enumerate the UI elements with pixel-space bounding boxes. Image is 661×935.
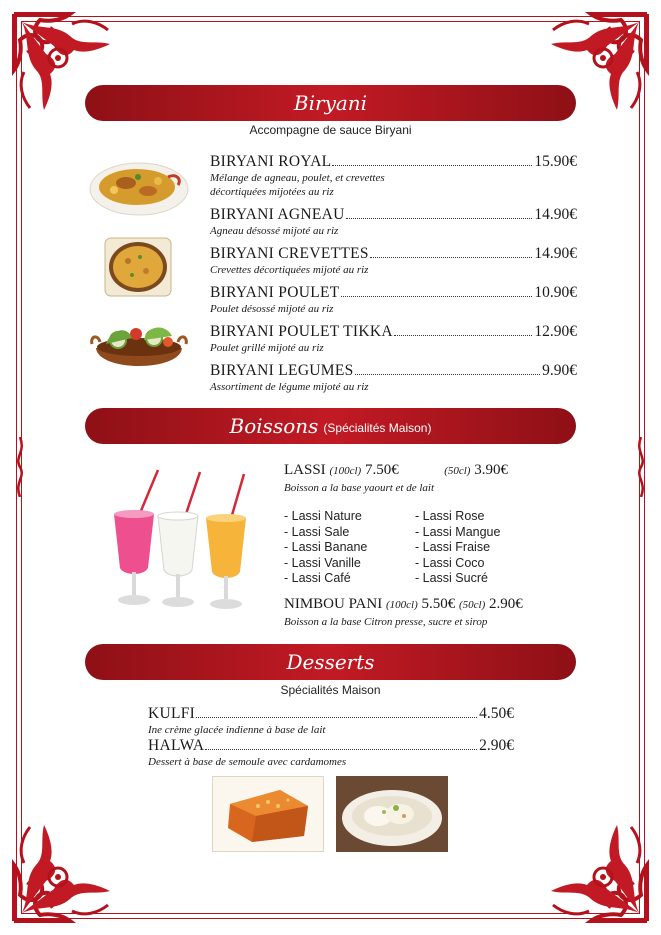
item-description: Dessert à base de semoule avec cardamomes: [148, 756, 347, 768]
item-name: NIMBOU PANI: [284, 596, 383, 612]
item-price: 15.90€: [534, 153, 577, 170]
section-banner-biryani: [85, 85, 576, 121]
item-description: décortiquées mijotées au riz: [210, 186, 334, 198]
biryani-bowl-image: [104, 237, 172, 297]
section-title: Desserts: [286, 650, 375, 674]
item-name: LASSI: [284, 462, 326, 478]
ornament-corner-icon: [10, 807, 128, 925]
kulfi-bowl-image: [336, 776, 448, 852]
menu-item: [210, 153, 577, 199]
item-description: Poulet grillé mijoté au riz: [210, 342, 324, 354]
ornament-side-icon: [635, 437, 647, 497]
volume-label: (50cl): [444, 465, 471, 477]
lassi-flavors-left: [284, 509, 367, 587]
item-name: KULFI: [148, 705, 196, 722]
section-subtitle: (Spécialités Maison): [323, 421, 432, 435]
dot-leader: [394, 335, 533, 336]
item-price: 3.90€: [474, 462, 508, 478]
item-description: Crevettes décortiquées mijoté au riz: [210, 264, 369, 276]
dot-leader: [341, 296, 533, 297]
dot-leader: [332, 165, 532, 166]
flavor-item: - Lassi Fraise: [415, 540, 491, 554]
flavor-item: - Lassi Coco: [415, 555, 485, 570]
section-banner-desserts: [85, 644, 576, 680]
flavor-item: - Lassi Sale: [284, 524, 350, 539]
menu-item: [210, 362, 577, 394]
item-price: 2.90€: [479, 737, 514, 754]
item-name: HALWA: [148, 737, 205, 754]
nimbou-header: [284, 596, 523, 613]
salad-bowl-image: [88, 314, 190, 378]
dot-leader: [205, 749, 477, 750]
item-name: BIRYANI LEGUMES: [210, 362, 354, 379]
item-description: Boisson a la base Citron presse, sucre et sirop: [284, 616, 488, 628]
menu-item: [210, 206, 577, 238]
dot-leader: [370, 257, 533, 258]
halwa-cake-image: [212, 776, 324, 852]
volume-label: (100cl): [329, 465, 362, 477]
ornament-side-icon: [14, 437, 26, 497]
flavor-item: - Lassi Mangue: [415, 524, 501, 539]
ornament-corner-icon: [533, 807, 651, 925]
item-price: 4.50€: [479, 705, 514, 722]
section-banner-boissons: [85, 408, 576, 444]
item-description: Poulet désossé mijoté au riz: [210, 303, 334, 315]
item-price: 12.90€: [534, 323, 577, 340]
dot-leader: [346, 218, 533, 219]
item-name: BIRYANI ROYAL: [210, 153, 332, 170]
item-price: 2.90€: [489, 596, 523, 612]
menu-item: [210, 284, 577, 316]
item-description: Agneau désossé mijoté au riz: [210, 225, 339, 237]
biryani-plate-image: [88, 155, 190, 217]
menu-item: [148, 705, 514, 737]
item-price: 7.50€: [364, 462, 399, 478]
section-title: Boissons: [229, 414, 319, 438]
item-name: BIRYANI AGNEAU: [210, 206, 345, 223]
flavor-item: - Lassi Nature: [284, 509, 362, 523]
menu-item: [210, 245, 577, 277]
lassi-header: [284, 462, 508, 479]
item-description: Ine crème glacée indienne à base de lait: [148, 724, 326, 736]
section-subtitle: Spécialités Maison: [280, 683, 381, 697]
item-description: Assortiment de légume mijoté au riz: [210, 381, 369, 393]
dot-leader: [196, 717, 477, 718]
item-name: BIRYANI CREVETTES: [210, 245, 369, 262]
flavor-item: - Lassi Rose: [415, 509, 485, 523]
item-price: 14.90€: [534, 206, 577, 223]
lassi-glasses-image: [106, 468, 276, 614]
item-name: BIRYANI POULET: [210, 284, 340, 301]
dot-leader: [355, 374, 541, 375]
lassi-flavors-right: [415, 509, 500, 587]
item-price: 9.90€: [542, 362, 577, 379]
item-price: 14.90€: [534, 245, 577, 262]
section-subtitle: Accompagne de sauce Biryani: [249, 123, 412, 137]
volume-label: (100cl): [385, 599, 418, 611]
item-name: BIRYANI POULET TIKKA: [210, 323, 393, 340]
section-title: Biryani: [293, 91, 368, 115]
menu-item: [210, 323, 577, 355]
flavor-item: - Lassi Vanille: [284, 555, 361, 570]
item-description: Boisson a la base yaourt et de lait: [284, 482, 435, 494]
item-price: 5.50€: [421, 596, 456, 612]
flavor-item: - Lassi Café: [284, 571, 351, 585]
flavor-item: - Lassi Banane: [284, 540, 368, 554]
item-description: Mélange de agneau, poulet, et crevettes: [210, 172, 385, 184]
flavor-item: - Lassi Sucré: [415, 571, 488, 585]
item-price: 10.90€: [534, 284, 577, 301]
volume-label: (50cl): [458, 599, 486, 611]
menu-item: [148, 737, 514, 769]
